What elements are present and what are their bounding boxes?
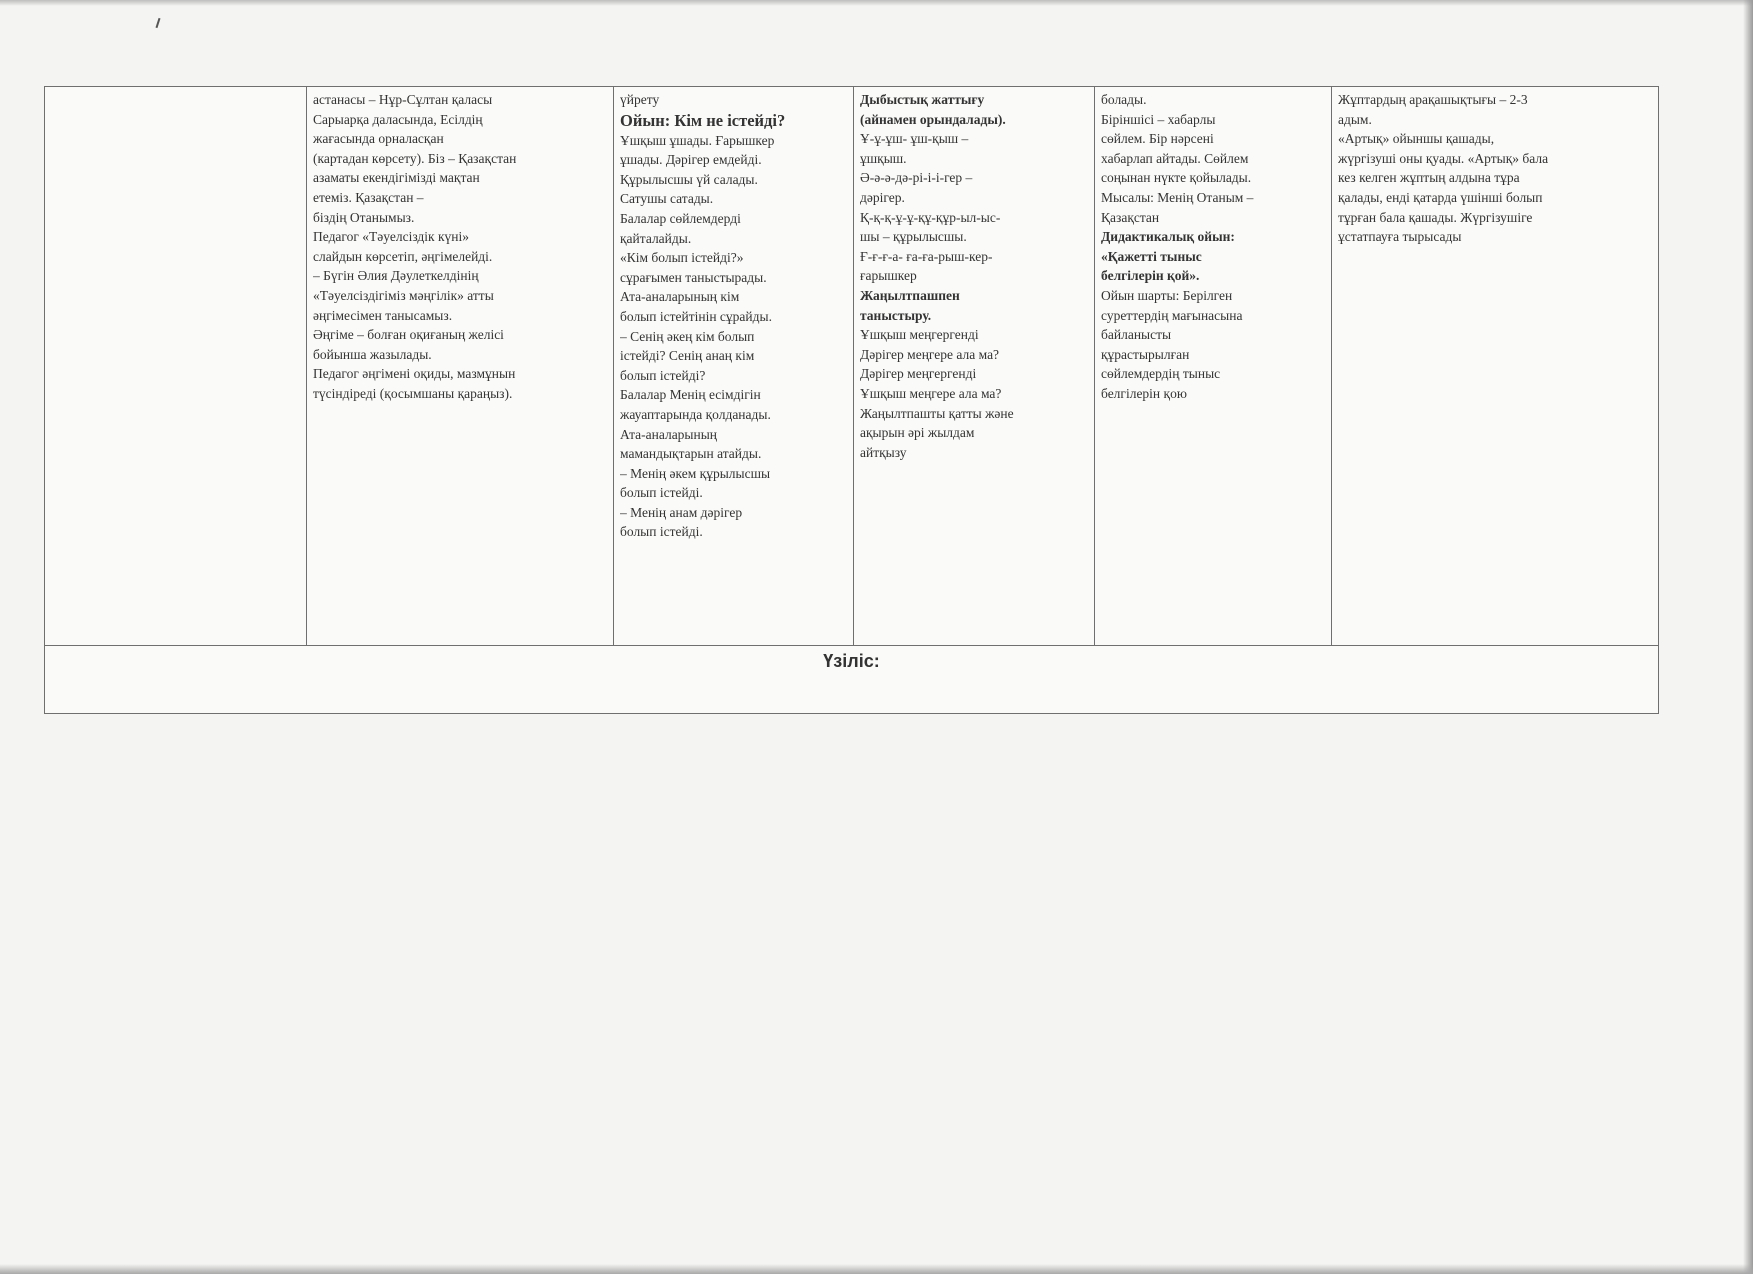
cell-text-line: Ұшқыш меңгергенді [860, 327, 979, 343]
cell-text-line: Дәрігер меңгере ала ма? [860, 346, 1000, 362]
cell-text-line: Педагог «Тәуелсіздік күні» [313, 229, 469, 245]
plan-cell [1095, 87, 1332, 646]
cell-text-line: Ойын: Кім не істейді? [620, 110, 786, 130]
cell-text-line: үйрету [620, 92, 660, 107]
cell-text-line: түсіндіреді (қосымшаны қараңыз). [313, 385, 513, 401]
cell-text-line: болып істейді. [620, 524, 703, 540]
cell-text-line: шы – құрылысшы. [860, 229, 967, 245]
cell-text-line: азаматы екендігімізді мақтан [313, 170, 480, 186]
cell-text-line: тұрған бала қашады. Жүргізушіге [1338, 209, 1533, 225]
cell-text-line: Мысалы: Менің Отаным – [1101, 189, 1254, 205]
cell-text-line: соңынан нүкте қойылады. [1101, 170, 1252, 186]
cell-text-line: хабарлап айтады. Сөйлем [1101, 150, 1249, 166]
cell-text-line: Ата-аналарының кім [620, 289, 740, 305]
cell-text-line: болады. [1101, 92, 1147, 107]
cell-text-line: астанасы – Нұр-Сұлтан қаласы [313, 92, 493, 107]
cell-text-line: Ә-ә-ә-дә-рі-і-і-гер – [860, 170, 973, 186]
cell-text-line: – Менің анам дәрігер [620, 504, 743, 520]
cell-text-line: мамандықтарын атайды. [620, 446, 762, 462]
cell-text-line: сұрағымен таныстырады. [620, 269, 767, 285]
cell-text-line: жауаптарында қолданады. [620, 406, 771, 422]
cell-text-line: Ойын шарты: Берілген [1101, 287, 1233, 303]
cell-text-line: адым. [1338, 111, 1372, 127]
scan-edge-right [1743, 0, 1753, 1274]
cell-text-line: Дидактикалық ойын: [1101, 229, 1235, 245]
break-label: Үзіліс: [823, 651, 880, 671]
cell-text-line: Жаңылтпашты қатты және [860, 405, 1014, 421]
cell-text-line: Ұшқыш ұшады. Ғарышкер [620, 132, 775, 148]
cell-text-line: Педагог әңгімені оқиды, мазмұнын [313, 366, 516, 382]
cell-text-line: Құрылысшы үй салады. [620, 171, 758, 187]
cell-text-line: Қазақстан [1101, 209, 1160, 225]
cell-text-line: «Тәуелсіздігіміз мәңгілік» атты [313, 287, 494, 303]
cell-text-line: Сатушы сатады. [620, 191, 714, 207]
cell-text-line: белгілерін қой». [1101, 268, 1200, 284]
cell-text-line: қайталайды. [620, 230, 692, 246]
cell-text-line: Біріншісі – хабарлы [1101, 111, 1216, 127]
cell-text-line: біздің Отанымыз. [313, 209, 415, 225]
cell-text-line: кез келген жұптың алдына тұра [1338, 170, 1520, 186]
cell-text-line: Сарыарқа даласында, Есілдің [313, 111, 483, 127]
cell-text-line: суреттердің мағынасына [1101, 307, 1243, 323]
lesson-plan-table [44, 86, 1659, 714]
cell-text-line: «Артық» ойыншы қашады, [1338, 131, 1495, 147]
plan-cell [614, 87, 854, 646]
cell-text-line: байланысты [1101, 327, 1172, 343]
cell-text-line: таныстыру. [860, 307, 932, 323]
cell-text-line: қалады, енді қатарда үшінші болып [1338, 189, 1543, 205]
cell-text-line: айтқызу [860, 444, 907, 460]
cell-text-line: Қ-қ-қ-ұ-ұ-құ-құр-ыл-ыс- [860, 209, 1001, 225]
cell-text-line: (айнамен орындалады). [860, 111, 1006, 127]
cell-text-line: «Кім болып істейді?» [620, 250, 744, 266]
plan-content-row [45, 87, 1659, 646]
cell-text-line: жүргізуші оны қуады. «Артық» бала [1338, 150, 1549, 166]
cell-text-line: – Менің әкем құрылысшы [620, 465, 771, 481]
cell-text-line: «Қажетті тыныс [1101, 248, 1202, 264]
scan-edge-top [0, 0, 1753, 6]
cell-text-line: етеміз. Қазақстан – [313, 189, 424, 205]
cell-text-line: Балалар Менің есімдігін [620, 387, 761, 403]
cell-text-line: белгілерін қою [1101, 385, 1187, 401]
plan-cell [45, 87, 307, 646]
cell-text-line: болып істейді? [620, 367, 706, 383]
cell-text-line: – Бүгін Әлия Дәулеткелдінің [313, 268, 479, 284]
cell-text-line: – Сенің әкең кім болып [620, 328, 755, 344]
cell-text-line: істейді? Сенің анаң кім [620, 348, 755, 364]
cell-text-line: Ата-аналарының [620, 426, 718, 442]
cell-text-line: Жұптардың арақашықтығы – 2-3 [1338, 92, 1528, 107]
cell-text-line: сөйлем. Бір нәрсені [1101, 131, 1214, 147]
plan-cell [1332, 87, 1659, 646]
cell-text-line: дәрігер. [860, 189, 905, 205]
cell-text-line: сөйлемдердің тыныс [1101, 366, 1221, 382]
cell-text-line: болып істейтінін сұрайды. [620, 308, 772, 324]
cell-text-line: ұшады. Дәрігер емдейді. [620, 152, 762, 168]
cell-text-line: бойынша жазылады. [313, 346, 432, 362]
cell-text-line: Ғ-ғ-ғ-а- ға-ға-рыш-кер- [860, 248, 993, 264]
scan-edge-bottom [0, 1264, 1753, 1274]
cell-text-line: ғарышкер [860, 268, 917, 284]
cell-text-line: слайдын көрсетіп, әңгімелейді. [313, 248, 493, 264]
scan-mark [156, 18, 161, 28]
cell-text-line: әңгімесімен танысамыз. [313, 307, 453, 323]
cell-text-line: Ұ-ұ-ұш- ұш-қыш – [860, 131, 969, 147]
plan-cell [307, 87, 614, 646]
break-cell [45, 646, 1659, 714]
cell-text-line: (картадан көрсету). Біз – Қазақстан [313, 150, 517, 166]
break-row [45, 646, 1659, 714]
cell-text-line: ұшқыш. [860, 150, 907, 166]
cell-text-line: Әңгіме – болған оқиғаның желісі [313, 327, 504, 343]
cell-text-line: болып істейді. [620, 485, 703, 501]
cell-text-line: Дәрігер меңгергенді [860, 366, 977, 382]
cell-text-line: Балалар сөйлемдерді [620, 210, 741, 226]
cell-text-line: құрастырылған [1101, 346, 1190, 362]
cell-text-line: ақырын әрі жылдам [860, 425, 975, 441]
plan-cell [854, 87, 1095, 646]
cell-text-line: ұстатпауға тырысады [1338, 229, 1462, 245]
cell-text-line: жағасында орналасқан [313, 131, 444, 147]
cell-text-line: Дыбыстық жаттығу [860, 92, 985, 107]
cell-text-line: Жаңылтпашпен [860, 287, 960, 303]
cell-text-line: Ұшқыш меңгере ала ма? [860, 385, 1002, 401]
